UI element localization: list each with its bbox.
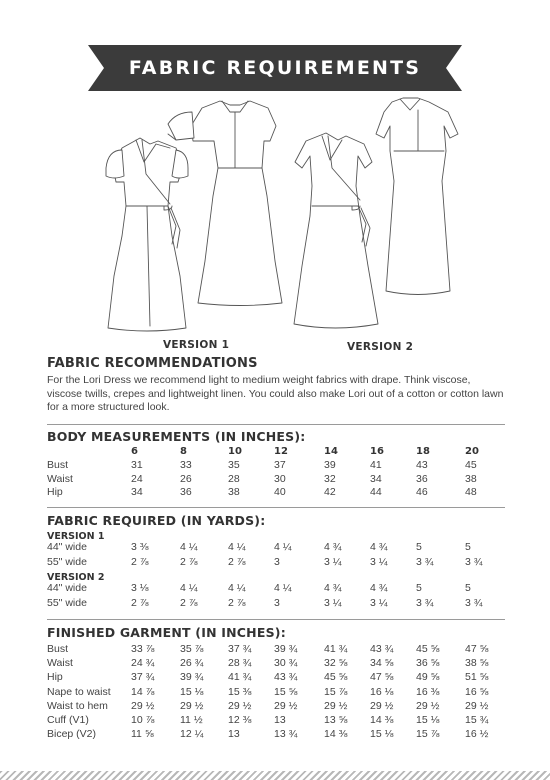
table-cell: 48 xyxy=(465,486,477,498)
table-cell: 4 ¼ xyxy=(228,582,246,594)
table-cell: 15 ⅛ xyxy=(416,714,440,726)
version2-label: VERSION 2 xyxy=(347,341,414,353)
table-cell: 15 ⅛ xyxy=(370,728,394,741)
table-cell: 29 ½ xyxy=(416,699,440,712)
table-row xyxy=(47,643,517,656)
table-row xyxy=(47,486,517,499)
table-cell: 32 ⅝ xyxy=(324,657,348,670)
section-divider xyxy=(47,424,505,425)
row-label: Nape to waist xyxy=(47,685,111,698)
table-cell: 30 xyxy=(274,472,286,485)
table-cell: 28 xyxy=(228,472,240,485)
table-cell: 35 xyxy=(228,459,240,471)
table-cell: 4 ¼ xyxy=(228,541,246,553)
table-cell: 37 xyxy=(274,459,286,471)
table-cell: 4 ¼ xyxy=(274,541,292,553)
table-cell: 45 ⅝ xyxy=(416,643,440,655)
table-cell: 16 ⅛ xyxy=(370,685,394,698)
table-cell: 31 xyxy=(131,459,143,471)
row-label: Hip xyxy=(47,486,63,498)
table-cell: 34 xyxy=(131,486,143,498)
table-cell: 40 xyxy=(274,486,286,498)
size-header-cell: 8 xyxy=(180,446,187,457)
table-cell: 36 xyxy=(180,486,192,498)
table-cell: 3 ¾ xyxy=(465,556,483,568)
table-cell: 4 ¾ xyxy=(370,541,388,553)
table-cell: 37 ¾ xyxy=(131,671,155,684)
row-label: Bicep (V2) xyxy=(47,728,97,741)
section-divider xyxy=(47,507,505,508)
size-header-cell: 6 xyxy=(131,446,138,457)
table-cell: 3 xyxy=(274,597,280,609)
table-cell: 4 ¾ xyxy=(370,582,388,594)
table-cell: 13 ¾ xyxy=(274,728,298,741)
row-label: Cuff (V1) xyxy=(47,714,89,726)
table-row xyxy=(47,714,517,727)
table-cell: 14 ⅞ xyxy=(131,685,155,698)
table-cell: 16 ½ xyxy=(465,728,489,741)
version-subheading: VERSION 1 xyxy=(47,531,105,542)
title-banner xyxy=(88,45,462,91)
row-label: Waist to hem xyxy=(47,699,108,712)
table-cell: 12 ¼ xyxy=(180,728,204,741)
table-row xyxy=(47,541,517,554)
table-cell: 39 xyxy=(324,459,336,471)
row-label: 55" wide xyxy=(47,556,87,568)
table-cell: 3 ¾ xyxy=(416,556,434,568)
table-cell: 15 ⅛ xyxy=(180,685,204,698)
version2-front-drawing xyxy=(294,133,378,328)
table-cell: 33 xyxy=(180,459,192,471)
table-cell: 13 ⅝ xyxy=(324,714,348,726)
table-cell: 41 ¾ xyxy=(228,671,252,684)
table-cell: 34 xyxy=(370,472,382,485)
version1-front-drawing xyxy=(106,138,188,331)
table-cell: 14 ⅜ xyxy=(324,728,348,741)
row-label: 55" wide xyxy=(47,597,87,609)
table-cell: 3 ¼ xyxy=(324,597,342,609)
table-cell: 3 ¼ xyxy=(370,556,388,568)
row-label: Hip xyxy=(47,671,63,684)
table-cell: 15 ⅞ xyxy=(324,685,348,698)
table-cell: 13 xyxy=(228,728,240,741)
table-cell: 47 ⅝ xyxy=(465,643,489,655)
table-cell: 2 ⅞ xyxy=(131,556,149,568)
size-header-cell: 16 xyxy=(370,446,384,457)
table-cell: 14 ⅜ xyxy=(370,714,394,726)
table-cell: 10 ⅞ xyxy=(131,714,155,726)
table-cell: 15 ⅜ xyxy=(228,685,252,698)
table-cell: 30 ¾ xyxy=(274,657,298,670)
page-title: FABRIC REQUIREMENTS xyxy=(128,57,422,79)
table-cell: 2 ⅞ xyxy=(228,597,246,609)
table-cell: 47 ⅝ xyxy=(370,671,394,684)
table-row xyxy=(47,671,517,684)
table-cell: 24 xyxy=(131,472,143,485)
table-cell: 44 xyxy=(370,486,382,498)
table-row xyxy=(47,657,517,670)
table-cell: 29 ½ xyxy=(370,699,394,712)
row-label: Waist xyxy=(47,472,73,485)
table-cell: 26 ¾ xyxy=(180,657,204,670)
table-row xyxy=(47,686,517,699)
table-cell: 3 ¼ xyxy=(370,597,388,609)
table-row xyxy=(47,445,517,458)
table-cell: 43 ¾ xyxy=(370,643,394,655)
version1-label: VERSION 1 xyxy=(163,339,230,351)
size-header-cell: 12 xyxy=(274,446,288,457)
fabric-recommendations-text: For the Lori Dress we recommend light to medium weight fabrics with drape. Think viscose, viscose twills, crepes and lightweight linen. You could also make Lori out of a cotton or cotton lawn for a more structured look. xyxy=(47,374,504,413)
table-cell: 12 ⅜ xyxy=(228,714,252,726)
table-cell: 29 ½ xyxy=(180,699,204,712)
table-cell: 46 xyxy=(416,486,428,498)
table-cell: 38 ⅝ xyxy=(465,657,489,670)
table-cell: 29 ½ xyxy=(131,699,155,712)
table-cell: 35 ⅞ xyxy=(180,643,204,655)
table-cell: 3 xyxy=(274,556,280,568)
fabric-required-heading: FABRIC REQUIRED (IN YARDS): xyxy=(47,513,266,528)
table-cell: 13 xyxy=(274,714,286,726)
table-cell: 15 ⅝ xyxy=(274,685,298,698)
table-cell: 11 ½ xyxy=(180,714,203,726)
table-cell: 4 ¼ xyxy=(274,582,292,594)
table-cell: 39 ¾ xyxy=(180,671,204,684)
table-cell: 29 ½ xyxy=(324,699,348,712)
table-row xyxy=(47,473,517,486)
table-cell: 4 ¼ xyxy=(180,582,198,594)
table-cell: 5 xyxy=(465,541,471,553)
fabric-recommendations-heading: FABRIC RECOMMENDATIONS xyxy=(47,356,258,371)
table-cell: 45 ⅝ xyxy=(324,671,348,684)
table-row xyxy=(47,597,517,610)
table-cell: 49 ⅝ xyxy=(416,671,440,684)
version1-back-drawing xyxy=(168,101,282,306)
table-cell: 2 ⅞ xyxy=(131,597,149,609)
table-row xyxy=(47,556,517,569)
table-cell: 11 ⅝ xyxy=(131,728,154,741)
table-cell: 36 xyxy=(416,472,428,485)
table-cell: 5 xyxy=(416,582,422,594)
table-cell: 39 ¾ xyxy=(274,643,298,655)
version-subheading: VERSION 2 xyxy=(47,572,105,583)
footer-stripes xyxy=(0,771,550,780)
table-cell: 36 ⅝ xyxy=(416,657,440,670)
size-header-cell: 14 xyxy=(324,446,338,457)
table-cell: 2 ⅞ xyxy=(180,597,198,609)
row-label: Bust xyxy=(47,643,69,655)
size-header-cell: 10 xyxy=(228,446,242,457)
table-cell: 34 ⅝ xyxy=(370,657,394,670)
row-label: Waist xyxy=(47,657,73,670)
table-cell: 15 ⅞ xyxy=(416,728,440,741)
body-measurements-heading: BODY MEASUREMENTS (IN INCHES): xyxy=(47,429,306,444)
size-header-cell: 18 xyxy=(416,446,430,457)
table-cell: 15 ¾ xyxy=(465,714,489,726)
row-label: 44" wide xyxy=(47,582,87,594)
table-cell: 5 xyxy=(416,541,422,553)
table-cell: 16 ⅜ xyxy=(416,685,440,698)
table-cell: 26 xyxy=(180,472,192,485)
table-cell: 3 ¾ xyxy=(465,597,483,609)
table-cell: 2 ⅞ xyxy=(228,556,246,568)
table-row xyxy=(47,728,517,741)
table-cell: 4 ¾ xyxy=(324,541,342,553)
table-row xyxy=(47,459,517,472)
table-cell: 29 ½ xyxy=(465,699,489,712)
section-divider xyxy=(47,619,505,620)
table-cell: 3 ⅜ xyxy=(131,541,149,553)
version2-back-drawing xyxy=(376,98,458,295)
table-cell: 43 xyxy=(416,459,428,471)
size-header-cell: 20 xyxy=(465,446,479,457)
table-row xyxy=(47,582,517,595)
table-cell: 16 ⅝ xyxy=(465,685,489,698)
table-cell: 41 xyxy=(370,459,382,471)
table-cell: 29 ½ xyxy=(228,699,252,712)
table-cell: 29 ½ xyxy=(274,699,298,712)
table-row xyxy=(47,700,517,713)
table-cell: 3 ¾ xyxy=(416,597,434,609)
table-cell: 3 ¼ xyxy=(324,556,342,568)
row-label: 44" wide xyxy=(47,541,87,553)
table-cell: 42 xyxy=(324,486,336,498)
table-cell: 32 xyxy=(324,472,336,485)
table-cell: 4 ¾ xyxy=(324,582,342,594)
row-label: Bust xyxy=(47,459,69,471)
table-cell: 51 ⅝ xyxy=(465,671,489,684)
table-cell: 43 ¾ xyxy=(274,671,298,684)
table-cell: 5 xyxy=(465,582,471,594)
table-cell: 41 ¾ xyxy=(324,643,348,655)
table-cell: 38 xyxy=(465,472,477,485)
table-cell: 3 ⅛ xyxy=(131,582,149,594)
table-cell: 4 ¼ xyxy=(180,541,198,553)
table-cell: 24 ¾ xyxy=(131,657,155,670)
table-cell: 37 ¾ xyxy=(228,643,252,655)
table-cell: 38 xyxy=(228,486,240,498)
table-cell: 33 ⅞ xyxy=(131,643,155,655)
dress-illustrations xyxy=(80,96,480,341)
table-cell: 45 xyxy=(465,459,477,471)
finished-garment-heading: FINISHED GARMENT (IN INCHES): xyxy=(47,625,286,640)
table-cell: 28 ¾ xyxy=(228,657,252,670)
table-cell: 2 ⅞ xyxy=(180,556,198,568)
